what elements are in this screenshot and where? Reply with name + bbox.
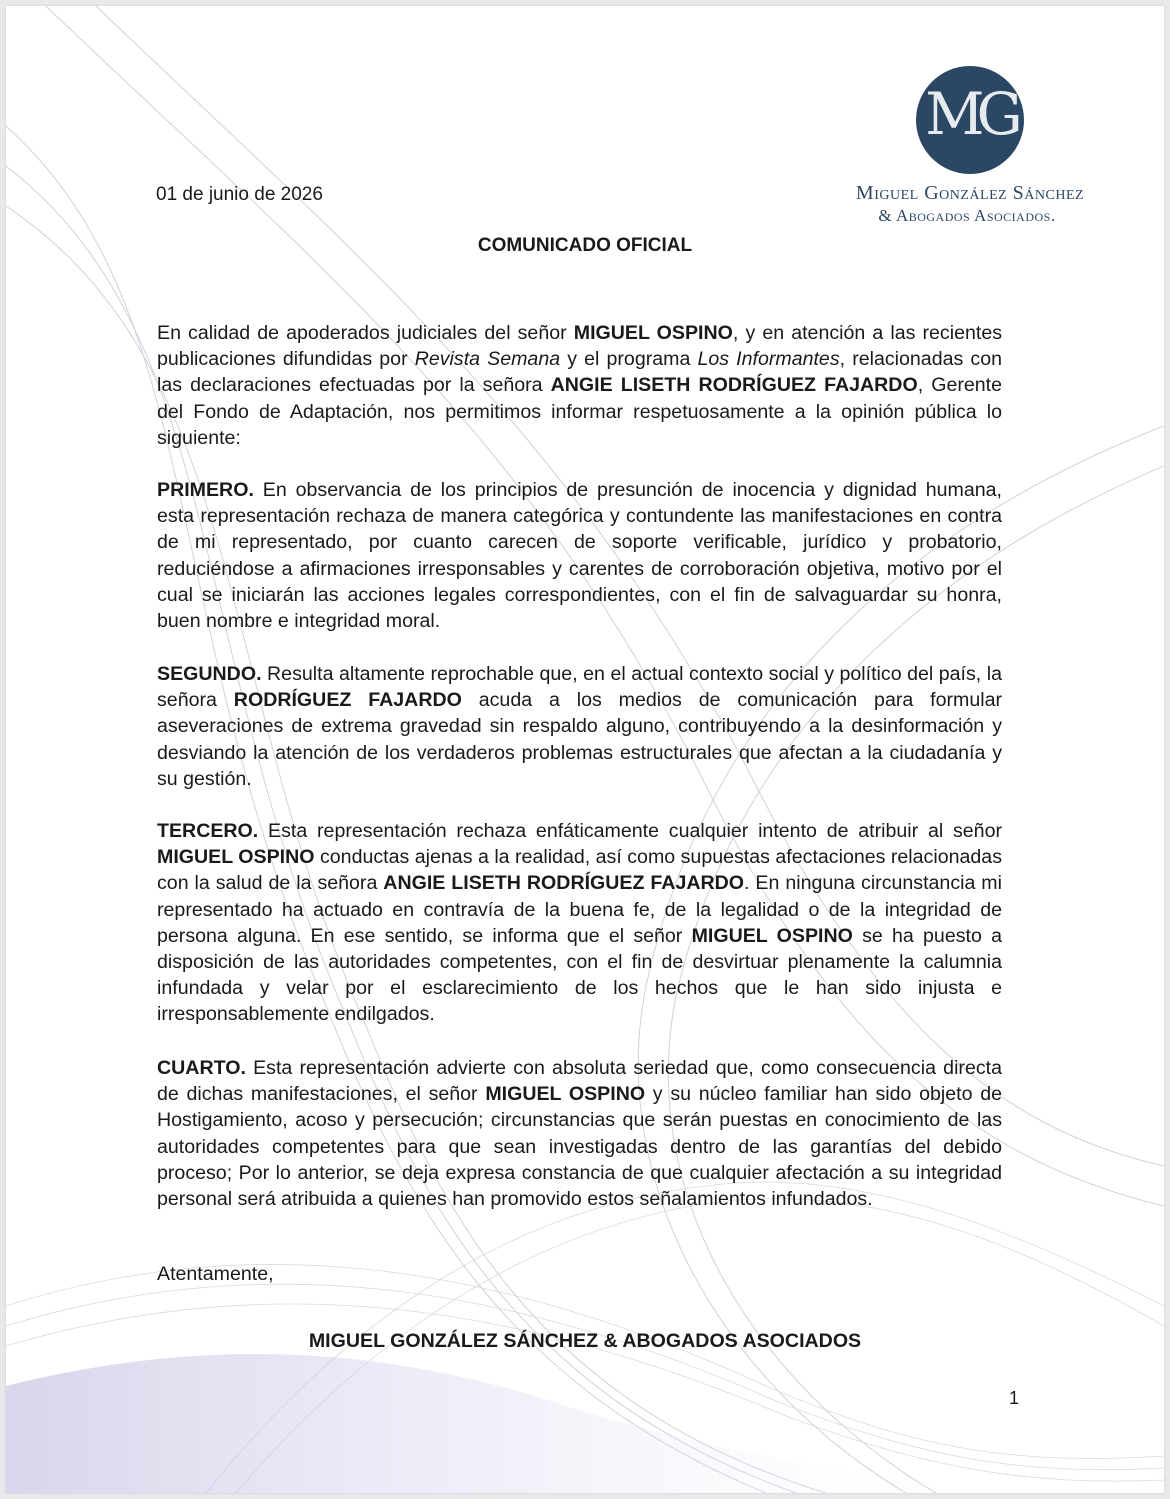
paragraph-tercero: TERCERO. Esta representación rechaza enfáticamente cualquier intento de atribuir al señor MIGUEL OSPINO conductas ajenas a la realidad, así como supuestas afectaciones relacionadas con la salud de la señora ANGIE LISETH RODRÍGUEZ FAJARDO. En ninguna circunstancia mi representado ha actuado en contravía de la buena fe, de la legalidad o de la integridad de persona alguna. En ese sentido, se informa que el señor MIGUEL OSPINO se ha puesto a disposición de las autoridades competentes, con el fin de desvirtuar plenamente la calumnia infundada y velar por el esclarecimiento de los hechos que le han sido injusta e irresponsablemente endilgados. [157, 820, 1002, 1026]
page-number: 1 [1009, 1388, 1020, 1408]
firm-logo [916, 66, 1024, 174]
section-label: PRIMERO. [157, 479, 254, 501]
paragraph-cuarto: CUARTO. Esta representación advierte con absoluta seriedad que, como consecuencia directa de dichas manifestaciones, el señor MIGUEL OSPINO y su núcleo familiar han sido objeto de Hostigamiento, acoso y persecución; circunstancias que serán puestas en conocimiento de las autoridades competentes para que sean investigadas dentro de las garantías del debido proceso; Por lo anterior, se deja expresa constancia de que cualquier afectación a su integridad personal será atribuida a quienes han promovido estos señalamientos infundados. [157, 1057, 1003, 1211]
logo-monogram: MG [925, 80, 1015, 148]
section-label: TERCERO. [157, 820, 259, 842]
document-date: 01 de junio de 2026 [156, 184, 323, 205]
paragraph-primero: PRIMERO. En observancia de los principios de presunción de inocencia y dignidad humana, esta representación rechaza de manera categórica y contundente las manifestaciones en contra de mi representado, por cuanto carecen de soporte verificable, jurídico y probatorio, reduciéndose a afirmaciones irresponsables y carentes de corroboración objetiva, motivo por el cual se iniciarán las acciones legales correspondientes, con el fin de salvaguardar su honra, buen nombre e integridad moral. [157, 479, 1002, 633]
firm-name: Miguel González Sánchez [855, 182, 1085, 204]
section-label: SEGUNDO. [157, 663, 262, 685]
intro-paragraph: En calidad de apoderados judiciales del señor MIGUEL OSPINO, y en atención a las recientes publicaciones difundidas por Revista Semana y el programa Los Informantes, relacionadas con las declaraciones efectuadas por la señora ANGIE LISETH RODRÍGUEZ FAJARDO, Gerente del Fondo de Adaptación, nos permitimos informar respetuosamente a la opinión pública lo siguiente: [157, 322, 1003, 449]
letter-page [6, 6, 1164, 1493]
signature: MIGUEL GONZÁLEZ SÁNCHEZ & ABOGADOS ASOCIADOS [308, 1330, 862, 1352]
firm-subtitle: & Abogados Asociados. [878, 206, 1056, 225]
section-label: CUARTO. [157, 1057, 246, 1079]
document-title: COMUNICADO OFICIAL [477, 235, 693, 256]
paragraph-segundo: SEGUNDO. Resulta altamente reprochable que, en el actual contexto social y político del país, la señora RODRÍGUEZ FAJARDO acuda a los medios de comunicación para formular aseveraciones de extrema gravedad sin respaldo alguno, contribuyendo a la desinformación y desviando la atención de los verdaderos problemas estructurales que afectan a la ciudadanía y su gestión. [157, 663, 1002, 790]
closing: Atentamente, [157, 1263, 274, 1285]
